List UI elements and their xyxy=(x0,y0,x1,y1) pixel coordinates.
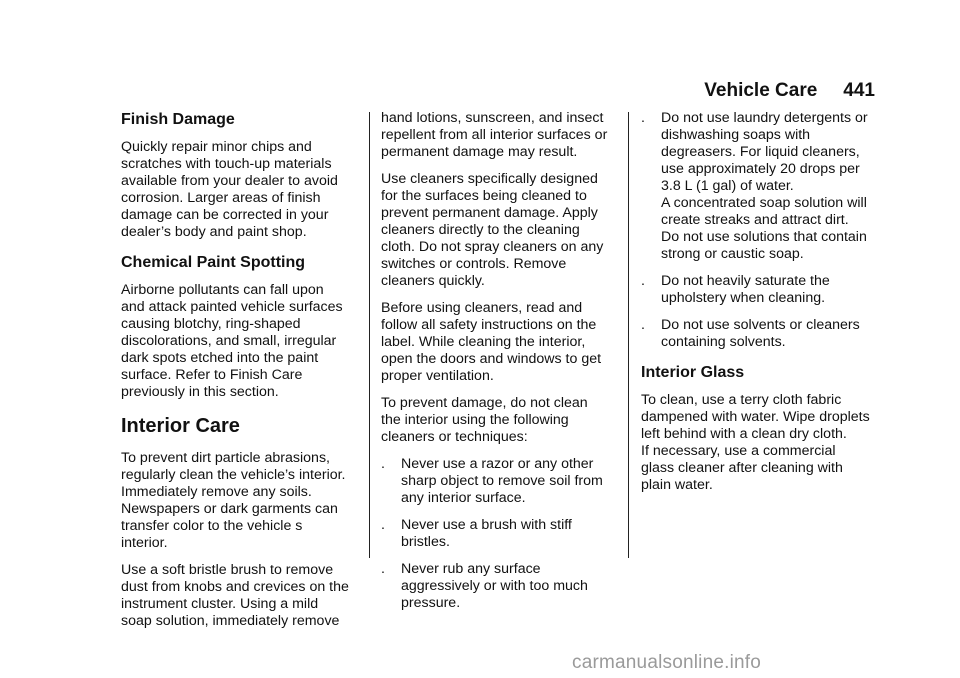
column-2 xyxy=(381,110,617,622)
bullet-marker: . xyxy=(381,517,385,533)
heading-interior-glass: Interior Glass xyxy=(641,364,745,381)
bullet-marker: . xyxy=(641,273,645,289)
interior-care-text-1: To prevent dirt particle abrasions, regularly clean the vehicle’s interior. Immediately remove any soils. Newspapers or dark garments can transfer color to the vehicle s interior. xyxy=(121,450,346,551)
chemical-paint-text: Airborne pollutants can fall upon and attack painted vehicle surfaces causing blotchy, ring-shaped discolorations, and small, irregular dark spots etched into the paint surface. Refer to Finish Care previously in this section. xyxy=(121,282,343,400)
heading-interior-care: Interior Care xyxy=(121,415,240,437)
finish-damage-text: Quickly repair minor chips and scratches with touch-up materials available from your dealer to avoid corrosion. Larger areas of finish damage can be corrected in your dealer’s body and paint shop. xyxy=(121,139,338,240)
column-2-text-3: Before using cleaners, read and follow all safety instructions on the label. While cleaning the interior, open the doors and windows to get proper ventilation. xyxy=(381,300,602,384)
bullet-text: Do not use laundry detergents or dishwashing soaps with degreasers. For liquid cleaners, use approximately 20 drops per 3.8 L (1 gal) of water. A concentrated soap solution will create streaks and attract dirt. Do not use solutions that contain strong or caustic soap. xyxy=(661,110,868,262)
bullet-marker: . xyxy=(641,317,645,333)
watermark: carmanualsonline.info xyxy=(572,652,762,673)
bullet-item xyxy=(641,273,877,307)
bullet-text: Do not heavily saturate the upholstery when cleaning. xyxy=(661,273,830,306)
bullet-marker: . xyxy=(641,110,645,126)
column-2-text-1: hand lotions, sunscreen, and insect repellent from all interior surfaces or permanent damage may result. xyxy=(381,110,608,160)
column-divider xyxy=(369,112,370,558)
column-1 xyxy=(121,110,357,640)
interior-glass-text: To clean, use a terry cloth fabric dampened with water. Wipe droplets left behind with a clean dry cloth. If necessary, use a commercial glass cleaner after cleaning with plain water. xyxy=(641,392,870,493)
bullet-text: Never use a razor or any other sharp object to remove soil from any interior surface. xyxy=(401,456,603,506)
bullet-text: Never use a brush with stiff bristles. xyxy=(401,517,572,550)
bullet-marker: . xyxy=(381,456,385,472)
column-3 xyxy=(641,110,877,504)
bullet-item xyxy=(381,456,617,507)
heading-finish-damage: Finish Damage xyxy=(121,111,235,128)
heading-chemical-paint-spotting: Chemical Paint Spotting xyxy=(121,254,306,271)
page-header xyxy=(0,80,875,102)
page-number: 441 xyxy=(843,80,875,101)
section-title: Vehicle Care xyxy=(704,80,818,101)
bullet-item xyxy=(641,110,877,263)
bullet-item xyxy=(641,317,877,351)
column-divider xyxy=(628,112,629,558)
bullet-marker: . xyxy=(381,561,385,577)
bullet-item xyxy=(381,517,617,551)
bullet-text: Do not use solvents or cleaners containing solvents. xyxy=(661,317,860,350)
bullet-text: Never rub any surface aggressively or with too much pressure. xyxy=(401,561,588,611)
column-2-text-2: Use cleaners specifically designed for the surfaces being cleaned to prevent permanent damage. Apply cleaners directly to the cleaning cloth. Do not spray cleaners on any switches or controls. Remove cleaners quickly. xyxy=(381,171,604,289)
column-2-text-4: To prevent damage, do not clean the interior using the following cleaners or techniques: xyxy=(381,395,588,445)
interior-care-text-2: Use a soft bristle brush to remove dust from knobs and crevices on the instrument cluster. Using a mild soap solution, immediately remove xyxy=(121,562,349,629)
bullet-item xyxy=(381,561,617,612)
